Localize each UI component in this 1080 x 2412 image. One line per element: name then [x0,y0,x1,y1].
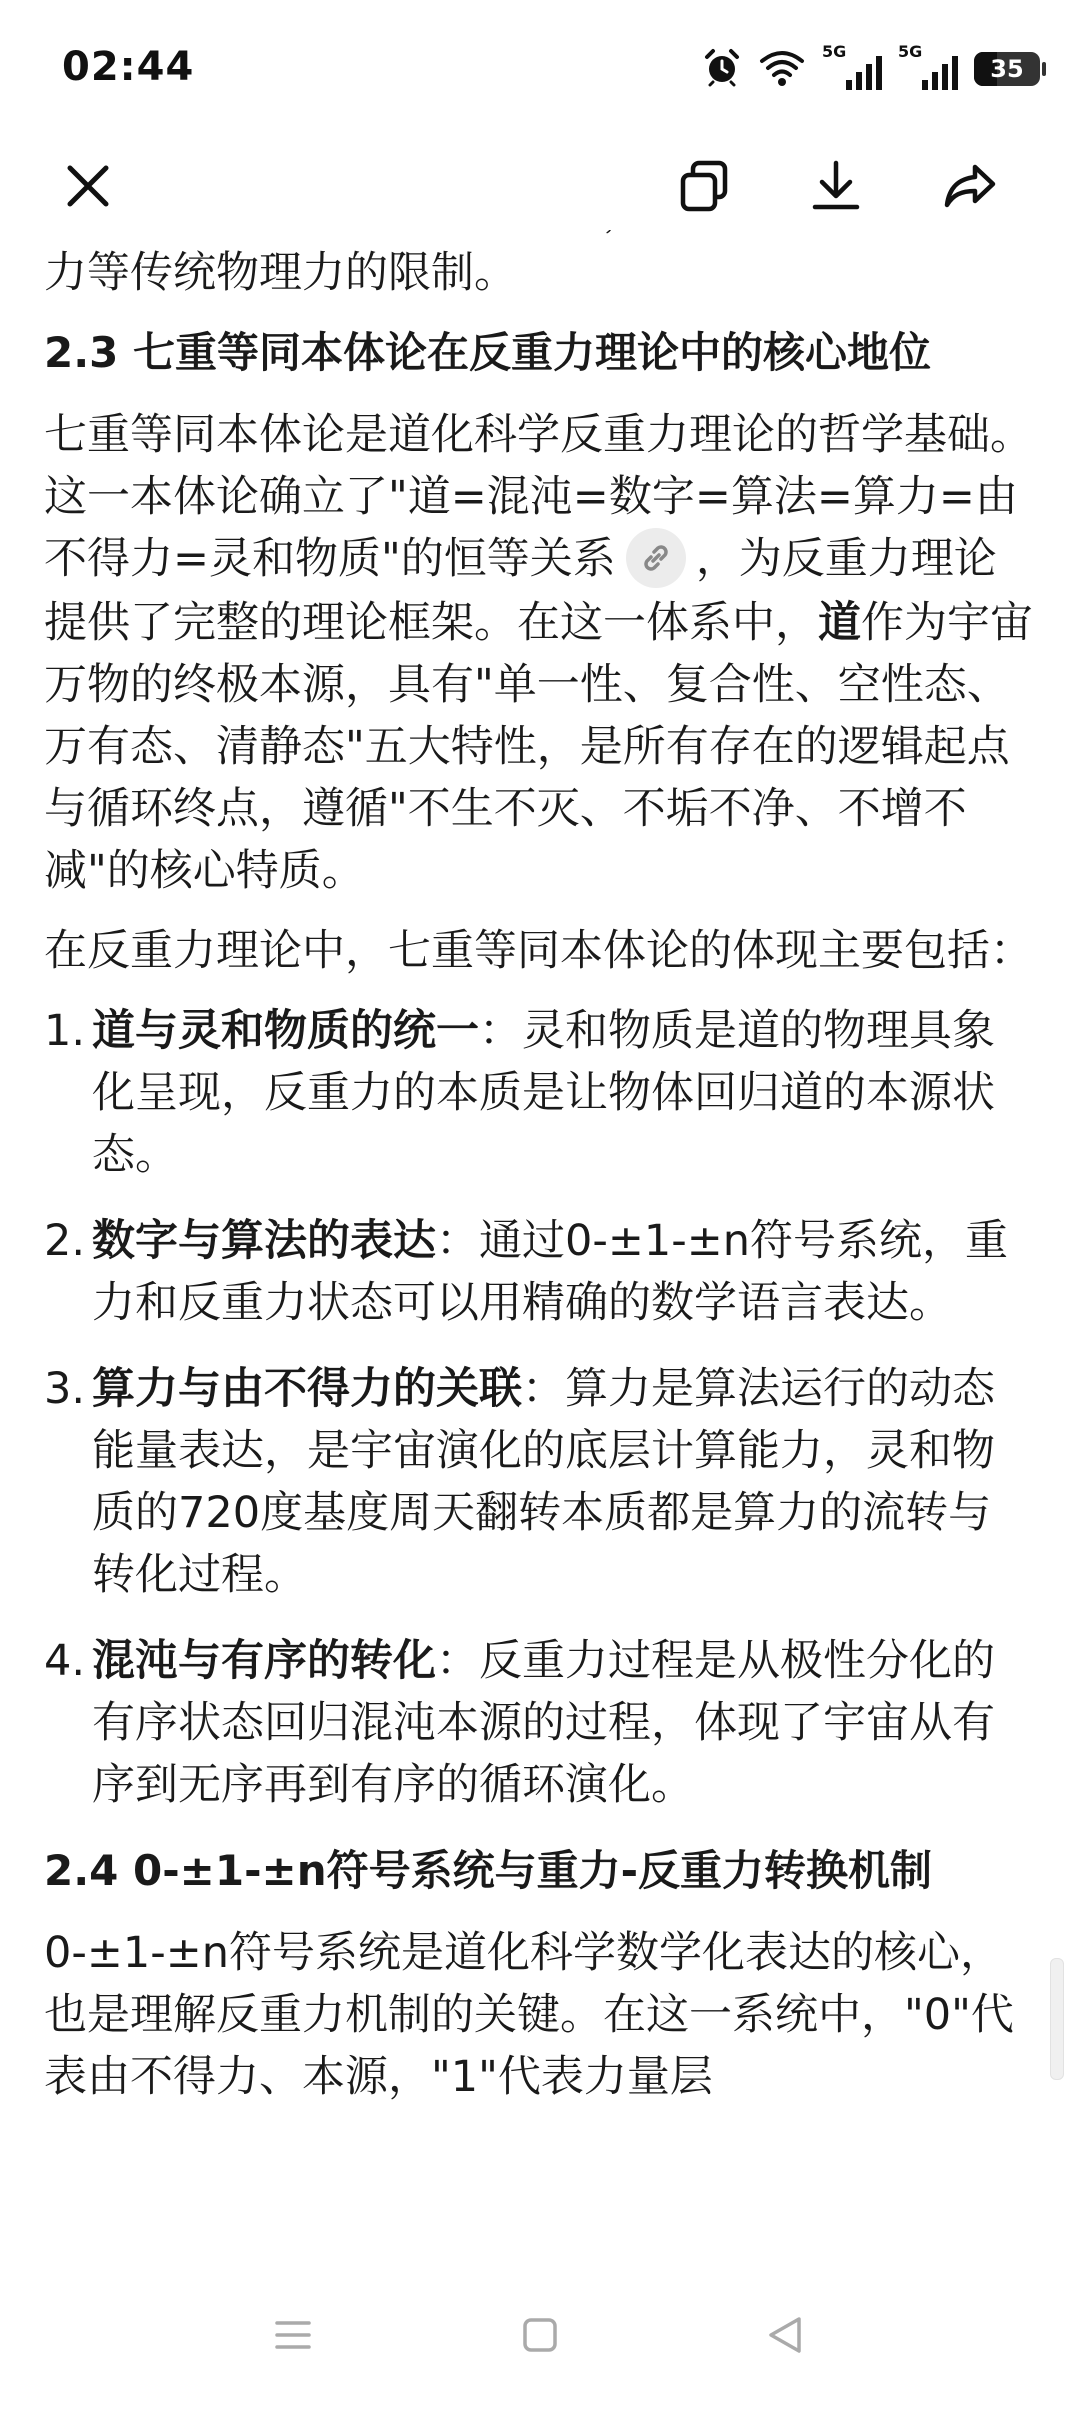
article-body [44,200,1034,2126]
list-item-text: ：灵和物质是道的物理具象化呈现，反重力的本质是让物体回归道的本源状态。 [92,1005,995,1180]
alarm-icon [702,47,742,91]
download-icon [807,157,865,215]
citation-link-button[interactable] [626,528,686,588]
list-number: 3. [44,1363,86,1414]
list-item-title: 数字与算法的表达 [92,1215,436,1266]
download-button[interactable] [800,150,872,222]
home-button[interactable] [505,2305,575,2365]
copy-button[interactable] [668,150,740,222]
list-item [44,1210,1034,1334]
list-item-text: ：通过0-±1-±n符号系统，重力和反重力状态可以用精确的数学语言表达。 [92,1215,1009,1328]
menu-icon [271,2313,315,2357]
list-item-title: 算力与由不得力的关联 [92,1363,522,1414]
share-button[interactable] [934,150,1006,222]
top-toolbar [0,130,1080,230]
section-heading: 2.3 七重等同本体论在反重力理论中的核心地位 [44,328,932,377]
list-number: 4. [44,1635,86,1686]
article-content[interactable] [0,200,1080,2255]
bottom-fade [0,2200,1080,2260]
share-icon [941,157,999,215]
paragraph: 0-±1-±n符号系统是道化科学数学化表达的核心，也是理解反重力机制的关键。在这一系统中，"0"代表由不得力、本源，"1"代表力量层 [44,1927,1014,2102]
close-icon [62,160,114,212]
list-item [44,1630,1034,1816]
copy-icon [675,157,733,215]
paragraph [44,404,1034,902]
back-button[interactable] [750,2305,820,2365]
battery-level: 35 [990,55,1024,83]
wifi-icon [758,47,806,91]
status-icons [702,44,1040,94]
recent-apps-button[interactable] [258,2305,328,2365]
scrollbar-thumb[interactable] [1050,1958,1064,2080]
link-icon [639,541,673,575]
status-bar [0,0,1080,130]
list-number: 2. [44,1215,86,1266]
battery-icon [974,52,1040,86]
paragraph-text: 七重等同本体论是道化科学反重力理论的哲学基础。这一本体论确立了"道=混沌=数字=算法=算力=由不得力=灵和物质"的恒等关系 [44,410,1033,584]
home-icon [518,2313,562,2357]
sim1-label: 5G [822,42,847,61]
list-item-title: 混沌与有序的转化 [92,1635,436,1686]
paragraph-text: ，为反重力理论提供了完整的理论框架。在这一体系中， [44,534,997,648]
sim2-label: 5G [898,42,923,61]
signal-5g-icon [822,42,882,92]
paragraph-text: 作为宇宙万物的终极本源，具有"单一性、复合性、空性态、万有态、清静态"五大特性，是所有存在的逻辑起点与循环终点，遵循"不生不灭、不垢不净、不增不减"的核心特质。 [44,597,1033,896]
section-heading: 2.4 0-±1-±n符号系统与重力-反重力转换机制 [44,1845,933,1895]
paragraph: 力等传统物理力的限制。 [44,248,517,298]
list-item [44,1000,1034,1186]
bold-term: 道 [818,597,861,648]
list-item-text: ：算力是算法运行的动态能量表达，是宇宙演化的底层计算能力，灵和物质的720度基度周天翻转本质都是算力的流转与转化过程。 [92,1363,995,1600]
list-item-text: ：反重力过程是从极性分化的有序状态回归混沌本源的过程，体现了宇宙从有序到无序再到有序的循环演化。 [92,1635,995,1810]
numbered-list [44,1000,1034,1816]
clock: 02:44 [62,44,195,90]
list-number: 1. [44,1005,86,1056]
signal-5g-icon [898,42,958,92]
list-item-title: 道与灵和物质的统一 [92,1005,479,1056]
close-button[interactable] [52,150,124,222]
paragraph: 在反重力理论中，七重等同本体论的体现主要包括： [44,925,1033,976]
system-nav-bar [0,2255,1080,2412]
list-item [44,1358,1034,1606]
back-icon [763,2313,807,2357]
